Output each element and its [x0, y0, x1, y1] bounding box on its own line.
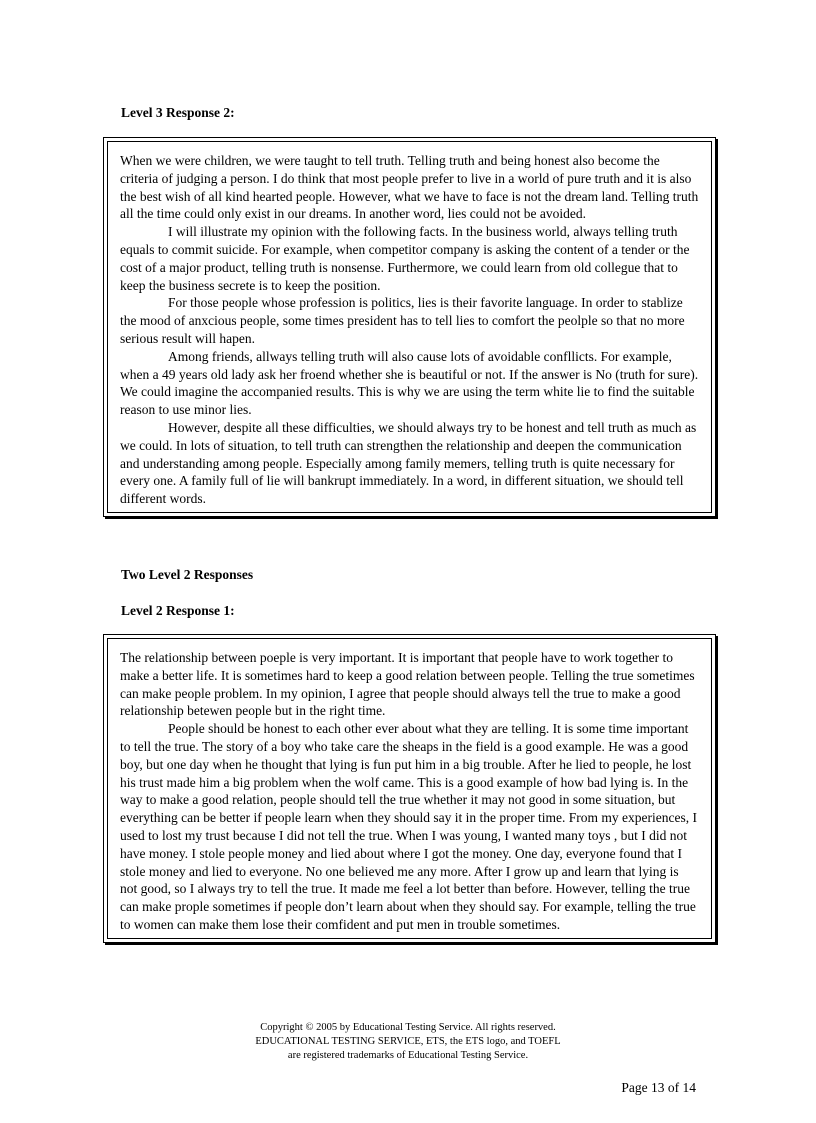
level2-response-text — [107, 638, 712, 939]
level3-paragraph-2: I will illustrate my opinion with the following facts. In the business world, always telling truth equals to commit suicide. For example, when competitor company is asking the content of a tender or the cost of a major product, telling truth is nonsense. Furthermore, we could learn from old collegue that to keep the business secrete is to keep the position. — [120, 224, 690, 293]
level2-paragraph-1: The relationship between poeple is very important. It is important that people have to work together to make a better life. It is sometimes hard to keep a good relation between people. Telling the true sometimes can make people problem. In my opinion, I agree that people should always tell the true to make a good relationship betewen people but in the right time. — [120, 650, 695, 719]
trademark-line-2: are registered trademarks of Educational Testing Service. — [287, 1050, 529, 1061]
level3-paragraph-4: Among friends, allways telling truth will also cause lots of avoidable confllicts. For example, when a 49 years old lady ask her froend whether she is beautiful or not. If the answer is No (truth for sure). We could imagine the accompanied results. This is why we are using the term white lie to find the suitable reason to use minor lies. — [120, 348, 699, 418]
level3-paragraph-5: However, despite all these difficulties, we should always try to be honest and tell truth as much as we could. In lots of situation, to tell truth can strengthen the relationship and deepen the communication and understanding among people. Especially among family memers, telling truth is quite necessary for every one. A family full of lie will bankrupt immediately. In a word, in different situation, we should tell different words. — [120, 419, 697, 507]
page-number: Page 13 of 14 — [621, 1080, 696, 1095]
level3-response-text — [107, 141, 712, 513]
level3-response-box — [103, 137, 716, 517]
level3-response2-heading: Level 3 Response 2: — [121, 105, 235, 120]
level3-paragraph-1: When we were children, we were taught to tell truth. Telling truth and being honest also become the criteria of judging a person. I do think that most people prefer to live in a world of pure truth and it is also the best wish of all kind hearted people. However, what we have to face is not the dream land. Telling truth all the time could only exist in our dreams. In another word, lies could not be avoided. — [120, 153, 699, 222]
two-level2-responses-heading: Two Level 2 Responses — [121, 567, 254, 582]
copyright-footer — [0, 1021, 816, 1063]
level2-response1-heading: Level 2 Response 1: — [121, 603, 235, 618]
level2-response-box — [103, 634, 716, 943]
trademark-line: EDUCATIONAL TESTING SERVICE, ETS, the ETS logo, and TOEFL — [255, 1036, 561, 1047]
level3-paragraph-3: For those people whose profession is politics, lies is their favorite language. In order to stablize the mood of anxcious people, some times president has to tell lies to comfort the peolple so that no more serious result will hapen. — [120, 295, 685, 346]
copyright-line: Copyright © 2005 by Educational Testing Service. All rights reserved. — [260, 1022, 556, 1033]
level2-paragraph-2: People should be honest to each other ever about what they are telling. It is some time important to tell the true. The story of a boy who take care the sheaps in the field is a good example. He was a good boy, but one day when he thought that lying is fun put him in a big trouble. After he lied to people, he lost his trust made him a big problem when the wolf came. This is a good example of how bad lying is. In the way to make a good relation, people should tell the true whether it may not good in some situation, but everything can be better if people learn when they should say it in the proper time. From my experiences, I used to lost my trust because I did not tell the true. When I was young, I wanted many toys , but I did not have money. I stole people money and lied about where I got the money. One day, everyone found that I stole money and lied to everyone. No one believed me any more. After I grow up and learn that lying is not good, so I always try to tell the true. It made me feel a lot better than before. However, telling the true can make prople sometimes if people don’t learn about when they should say. For example, telling the true to women can make them lose their comfident and put men in trouble sometimes. — [120, 721, 697, 932]
